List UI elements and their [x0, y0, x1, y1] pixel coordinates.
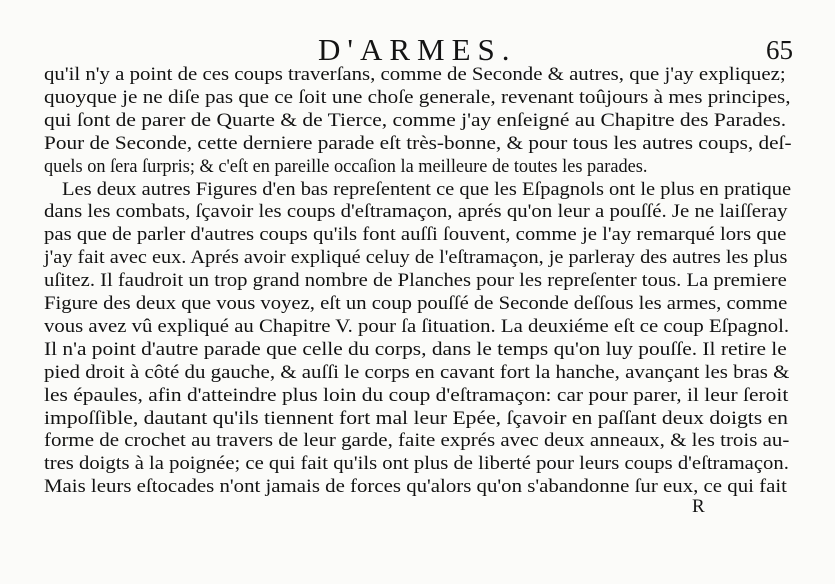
running-title: D'ARMES. [318, 32, 517, 67]
text-line-6: Les deux autres Figures d'en bas repreſentent ce que les Eſpagnols ont le plus en pratique [62, 178, 792, 200]
signature-mark: R [692, 496, 705, 517]
text-line-2: quoyque je ne diſe pas que ce ſoit une choſe generale, revenant toûjours à mes principes, [44, 86, 791, 108]
text-line-10: uſitez. Il faudroit un trop grand nombre de Planches pour les repreſenter tous. La premiere [44, 270, 787, 292]
text-line-11: Figure des deux que vous voyez, eſt un coup pouſſé de Seconde deſſous les armes, comme [44, 293, 788, 314]
text-line-5: quels on ſera ſurpris; & c'eſt en pareille occaſion la meilleure de toutes les parades. [44, 155, 648, 177]
text-line-9: j'ay fait avec eux. Aprés avoir expliqué celuy de l'eſtramaçon, je parleray des autres les plus [44, 247, 788, 269]
text-line-4: Pour de Seconde, cette derniere parade eſt très-bonne, & pour tous les autres coups, deſ- [44, 132, 792, 154]
text-line-8: pas que de parler d'autres coups qu'ils font auſſi ſouvent, comme je l'ay remarqué lors que [44, 224, 787, 246]
text-line-16: impoſſible, dautant qu'ils tiennent fort mal leur Epée, ſçavoir en paſſant deux doigts en [44, 407, 788, 429]
text-line-17: forme de crochet au travers de leur garde, faite exprés avec deux anneaux, & les trois au- [44, 430, 790, 452]
text-line-15: les épaules, afin d'atteindre plus loin du coup d'eſtramaçon: car pour parer, il leur ſeroit [44, 384, 789, 406]
text-line-19: Mais leurs eſtocades n'ont jamais de forces qu'alors qu'on s'abandonne ſur eux, ce qui fait [44, 476, 787, 498]
text-line-18: tres doigts à la poignée; ce qui fait qu'ils ont plus de liberté pour leurs coups d'eſtramaçon. [44, 453, 789, 475]
text-line-13: Il n'a point d'autre parade que celle du corps, dans le temps qu'on luy pouſſe. Il retire le [44, 338, 787, 360]
page-number: 65 [766, 35, 793, 65]
text-line-7: dans les combats, ſçavoir les coups d'eſtramaçon, aprés qu'on leur a pouſſé. Je ne laiſſeray [44, 201, 788, 223]
text-line-1: qu'il n'y a point de ces coups traverſans, comme de Seconde & autres, que j'ay expliquez; [44, 64, 786, 85]
text-line-3: qui ſont de parer de Quarte & de Tierce, comme j'ay enſeigné au Chapitre des Parades. [44, 109, 787, 131]
text-line-14: pied droit à côté du gauche, & auſſi le corps en cavant fort la hanche, avançant les bras & [44, 361, 790, 383]
text-line-12: vous avez vû expliqué au Chapitre V. pour ſa ſituation. La deuxiéme eſt ce coup Eſpagnol. [44, 315, 790, 337]
